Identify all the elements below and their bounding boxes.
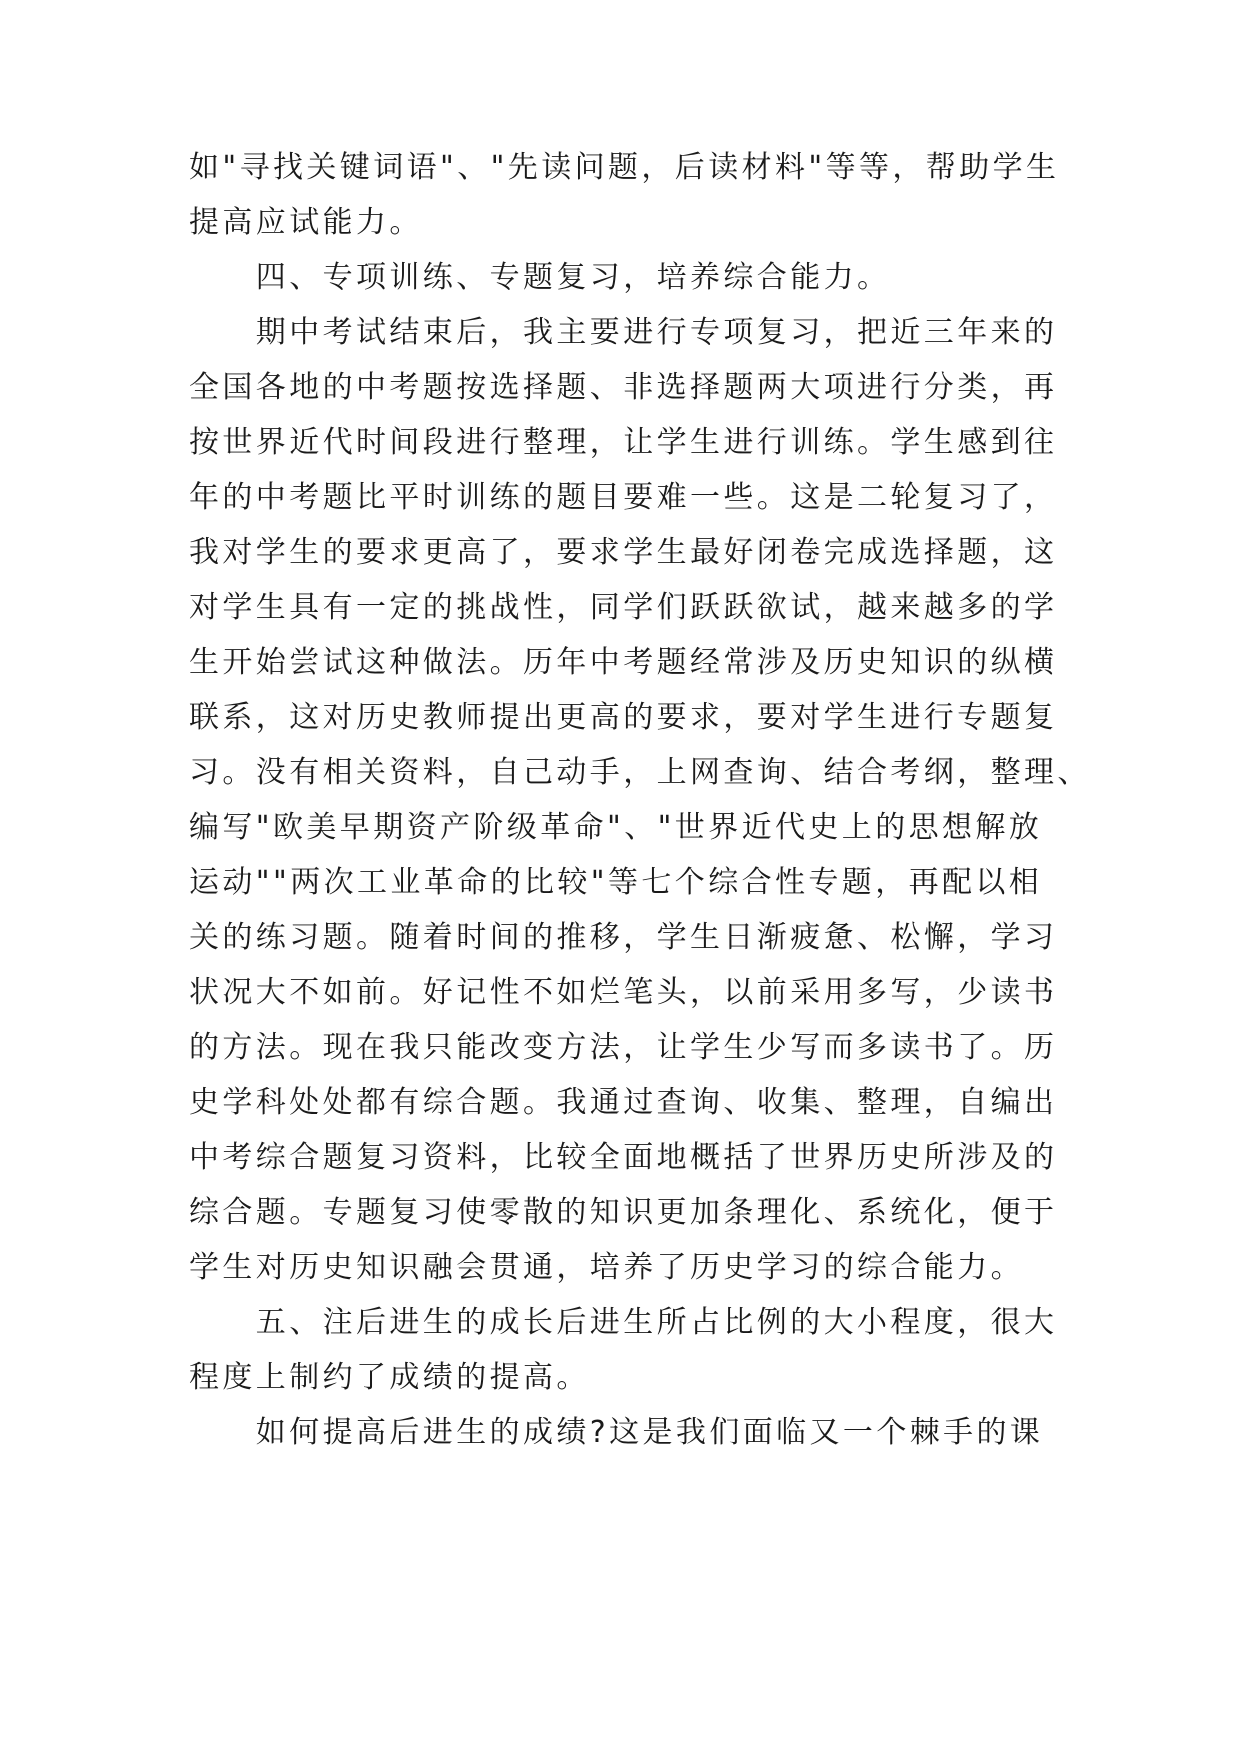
text-line: 编写"欧美早期资产阶级革命"、"世界近代史上的思想解放 (189, 810, 1043, 845)
text-line: 关的练习题。随着时间的推移，学生日渐疲惫、松懈，学习 (189, 920, 1058, 955)
text-line: 我对学生的要求更高了，要求学生最好闭卷完成选择题，这 (189, 535, 1058, 570)
text-line: 生开始尝试这种做法。历年中考题经常涉及历史知识的纵横 (189, 645, 1058, 680)
text-line: 程度上制约了成绩的提高。 (189, 1360, 590, 1395)
text-line: 全国各地的中考题按选择题、非选择题两大项进行分类，再 (189, 370, 1058, 405)
text-line: 综合题。专题复习使零散的知识更加条理化、系统化，便于 (189, 1195, 1058, 1230)
text-line: 习。没有相关资料，自己动手，上网查询、结合考纲，整理、 (189, 755, 1091, 790)
text-line: 联系，这对历史教师提出更高的要求，要对学生进行专题复 (189, 700, 1058, 735)
section-heading-four: 四、专项训练、专题复习，培养综合能力。 (189, 260, 891, 295)
text-line: 期中考试结束后，我主要进行专项复习，把近三年来的 (189, 315, 1058, 350)
section-heading-five: 五、注后进生的成长后进生所占比例的大小程度，很大 (189, 1305, 1058, 1340)
text-line: 如"寻找关键词语"、"先读问题，后读材料"等等，帮助学生 (189, 150, 1060, 185)
text-line: 提高应试能力。 (189, 205, 423, 240)
text-line: 运动""两次工业革命的比较"等七个综合性专题，再配以相 (189, 865, 1043, 900)
text-line: 如何提高后进生的成绩?这是我们面临又一个棘手的课 (189, 1415, 1044, 1450)
document-body (189, 140, 1091, 1460)
text-line: 年的中考题比平时训练的题目要难一些。这是二轮复习了， (189, 480, 1058, 515)
text-line: 的方法。现在我只能改变方法，让学生少写而多读书了。历 (189, 1030, 1058, 1065)
text-line: 史学科处处都有综合题。我通过查询、收集、整理，自编出 (189, 1085, 1058, 1120)
text-line: 状况大不如前。好记性不如烂笔头，以前采用多写，少读书 (189, 975, 1058, 1010)
text-line: 学生对历史知识融会贯通，培养了历史学习的综合能力。 (189, 1250, 1024, 1285)
text-line: 对学生具有一定的挑战性，同学们跃跃欲试，越来越多的学 (189, 590, 1058, 625)
text-line: 按世界近代时间段进行整理，让学生进行训练。学生感到往 (189, 425, 1058, 460)
text-line: 中考综合题复习资料，比较全面地概括了世界历史所涉及的 (189, 1140, 1058, 1175)
